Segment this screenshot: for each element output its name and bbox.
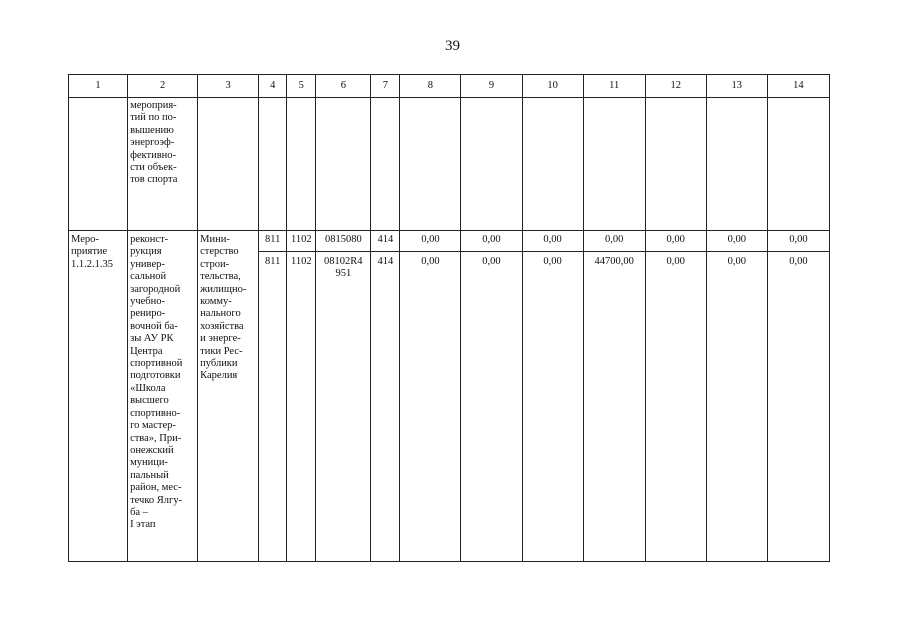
- activity-id: Меро- приятие 1.1.2.1.35: [69, 231, 128, 562]
- cell-value: 0,00: [522, 231, 583, 252]
- cell-value: 0,00: [767, 231, 829, 252]
- cell-value: 0,00: [400, 252, 461, 562]
- header-cell: 11: [583, 75, 645, 98]
- activity-executor: Мини- стерство строи- тельства, жилищно- комму- нального хозяйства и энерге- тики Рес- публики Карелия: [198, 231, 259, 562]
- cell-value: 0,00: [583, 231, 645, 252]
- continued-description: мероприя- тий по по- вышению энергоэф- фективно- сти объек- тов спорта: [128, 98, 198, 231]
- cell-section: 1102: [287, 252, 316, 562]
- header-cell: 5: [287, 75, 316, 98]
- header-cell: 12: [645, 75, 706, 98]
- table-cell: [461, 98, 522, 231]
- cell-grbs: 811: [259, 252, 287, 562]
- cell-grbs: 811: [259, 231, 287, 252]
- cell-value: 0,00: [461, 231, 522, 252]
- cell-value: 0,00: [706, 252, 767, 562]
- table-cell: [316, 98, 371, 231]
- header-cell: 4: [259, 75, 287, 98]
- table-cell: [645, 98, 706, 231]
- header-cell: 6: [316, 75, 371, 98]
- header-cell: 2: [128, 75, 198, 98]
- table-cell: [371, 98, 400, 231]
- cell-value: 0,00: [645, 231, 706, 252]
- activity-name: реконст- рукция универ- сальной загородной учебно- рениро- вочной ба- зы АУ РК Центра спортивной подготовки «Школа высшего спортивно- го мастер- ства», При- онежский муници- пальный район, мес- течко Ялгу- ба – I этап: [128, 231, 198, 562]
- table-cell: [198, 98, 259, 231]
- header-cell: 8: [400, 75, 461, 98]
- cell-value: 0,00: [645, 252, 706, 562]
- cell-target-article: 08102R4 951: [316, 252, 371, 562]
- header-cell: 13: [706, 75, 767, 98]
- table-cell: [522, 98, 583, 231]
- cell-value: 0,00: [461, 252, 522, 562]
- table-cell: [287, 98, 316, 231]
- cell-expense-type: 414: [371, 231, 400, 252]
- continuation-row: [69, 98, 830, 231]
- page-number: 39: [445, 38, 460, 54]
- cell-value: 0,00: [400, 231, 461, 252]
- header-cell: 1: [69, 75, 128, 98]
- table-cell: [259, 98, 287, 231]
- cell-value: 0,00: [706, 231, 767, 252]
- table-cell: [69, 98, 128, 231]
- table-row: [69, 231, 830, 252]
- table-cell: [400, 98, 461, 231]
- cell-expense-type: 414: [371, 252, 400, 562]
- table-cell: [583, 98, 645, 231]
- table-cell: [706, 98, 767, 231]
- header-cell: 14: [767, 75, 829, 98]
- header-cell: 10: [522, 75, 583, 98]
- cell-target-article: 0815080: [316, 231, 371, 252]
- cell-section: 1102: [287, 231, 316, 252]
- header-cell: 9: [461, 75, 522, 98]
- header-row: [69, 75, 830, 98]
- cell-value: 0,00: [522, 252, 583, 562]
- cell-value: 44700,00: [583, 252, 645, 562]
- cell-value: 0,00: [767, 252, 829, 562]
- header-cell: 7: [371, 75, 400, 98]
- budget-table: [68, 74, 830, 562]
- table-cell: [767, 98, 829, 231]
- header-cell: 3: [198, 75, 259, 98]
